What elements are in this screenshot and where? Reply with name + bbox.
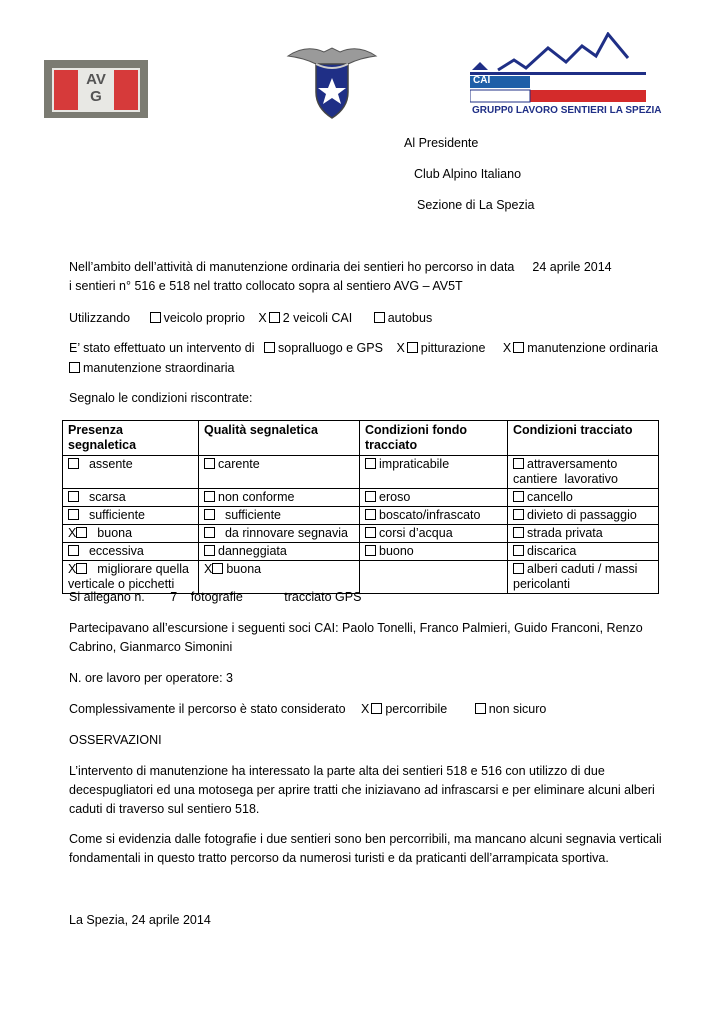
table-checkbox[interactable] [513,509,524,520]
table-row [63,456,659,489]
table-header-row [63,421,659,456]
table-cell [199,543,360,561]
table-cell [508,543,659,561]
intro-line-1 [69,259,612,275]
table-cell-label: non conforme [218,490,295,504]
table-cell-label: eroso [379,490,411,504]
intro-line-2: i sentieri n° 516 e 518 nel tratto collocato sopra al sentiero AVG – AV5T [69,279,463,293]
table-checkbox[interactable] [513,563,524,574]
place-date: La Spezia, 24 aprile 2014 [69,913,211,927]
table-cell-label: strada privata [527,526,603,540]
recipient-line-1: Al Presidente [404,136,479,150]
avg-logo-text-bottom: G [90,88,102,105]
table-cell-label: buona [226,562,262,576]
checkbox-non-sicuro[interactable] [475,703,486,714]
table-checkbox[interactable] [365,491,376,502]
table-checkbox[interactable] [204,545,215,556]
table-checkbox[interactable] [204,527,215,538]
conditions-table [62,420,659,594]
table-checkbox[interactable] [68,491,79,502]
intervention-option-label: manutenzione ordinaria [527,341,658,355]
table-cell-label: carente [218,457,260,471]
table-checkbox[interactable] [76,563,87,574]
table-cell [63,525,199,543]
table-checkbox[interactable] [513,545,524,556]
table-checkbox[interactable] [68,545,79,556]
table-cell-label: scarsa [82,490,126,504]
vehicles-row [69,310,432,326]
checkbox-autobus[interactable] [374,312,385,323]
attachments-label: Si allegano n. [69,590,145,604]
table-checkbox[interactable] [76,527,87,538]
assessment-row [69,701,546,717]
table-cell-label: divieto di passaggio [527,508,637,522]
participants-line-2: Cabrino, Gianmarco Simonini [69,640,233,654]
table-cell-label: migliorare quella verticale o picchetti [68,562,193,591]
table-row [63,543,659,561]
checkbox-veicolo-proprio[interactable] [150,312,161,323]
table-cell [199,525,360,543]
group-label: GRUPP0 LAVORO SENTIERI LA SPEZIA [472,105,662,116]
intervention-option-label: pitturazione [420,341,486,355]
checkbox-manutenzione-ordinaria[interactable] [513,342,524,353]
table-cell-label: assente [82,457,133,471]
table-checkbox[interactable] [365,458,376,469]
check-mark: X [68,562,77,576]
check-mark: X [204,562,213,576]
table-cell-label: discarica [527,544,577,558]
attachments-row [69,589,361,605]
table-checkbox[interactable] [212,563,223,574]
observations-heading: OSSERVAZIONI [69,733,162,747]
table-cell-label: attraversamento cantiere lavorativo [513,457,621,486]
table-checkbox[interactable] [513,458,524,469]
table-cell [508,561,659,594]
intervention-option-label: manutenzione straordinaria [83,361,235,375]
assessment-label: Complessivamente il percorso è stato considerato [69,702,346,716]
table-cell-label: eccessiva [82,544,144,558]
table-cell-label: da rinnovare segnavia [218,526,348,540]
check-mark: X [396,341,405,355]
table-cell-label: sufficiente [82,508,146,522]
table-cell-label: cancello [527,490,573,504]
check-mark: X [258,311,267,325]
assessment-option-label: non sicuro [488,702,547,716]
attachments-photos: fotografie [190,590,243,604]
table-cell-label: buona [90,526,133,540]
table-cell [360,543,508,561]
table-cell [63,507,199,525]
table-cell-label: alberi caduti / massi pericolanti [513,562,641,591]
table-checkbox[interactable] [68,458,79,469]
table-checkbox[interactable] [365,545,376,556]
checkbox-veicoli-cai[interactable] [269,312,280,323]
recipient-line-3: Sezione di La Spezia [417,198,535,212]
intervention-row [69,340,658,356]
table-row [63,525,659,543]
recipient-line-2: Club Alpino Italiano [414,167,522,181]
table-cell [360,456,508,489]
table-header-cell: Qualità segnaletica [199,421,360,456]
checkbox-pitturazione[interactable] [407,342,418,353]
table-header-cell: Condizioni fondo tracciato [360,421,508,456]
table-row [63,507,659,525]
table-cell [199,456,360,489]
table-cell-label: buono [379,544,414,558]
observations-p2-line: fondamentali in questo tratto percorso da numerosi turisti e da praticanti dell’arrampicata sportiva. [69,851,609,865]
vehicles-label: Utilizzando [69,311,131,325]
observations-p1-line: L’intervento di manutenzione ha interessato la parte alta dei sentieri 518 e 516 con utilizzo di due [69,764,605,778]
vehicle-option-label: 2 veicoli CAI [282,311,353,325]
cai-label: CAI [473,75,491,86]
participants-line-1: Partecipavano all’escursione i seguenti soci CAI: Paolo Tonelli, Franco Palmieri, Guido Franconi, Renzo [69,621,643,635]
table-cell [63,489,199,507]
table-cell-label: impraticabile [379,457,450,471]
table-checkbox[interactable] [204,491,215,502]
vehicle-option-label: veicolo proprio [163,311,245,325]
checkbox-manutenzione-straordinaria[interactable] [69,362,80,373]
checkbox-sopralluogo[interactable] [264,342,275,353]
table-cell [199,489,360,507]
intervention-option-label: sopralluogo e GPS [278,341,383,355]
intro-text: Nell’ambito dell’attività di manutenzione ordinaria dei sentieri ho percorso in data [69,260,515,274]
table-cell [360,561,508,594]
table-row [63,489,659,507]
check-mark: X [502,341,512,355]
table-cell [63,456,199,489]
intro-date: 24 aprile 2014 [532,260,612,274]
table-cell [360,489,508,507]
table-cell-label: corsi d’acqua [379,526,453,540]
avg-logo [44,60,148,118]
avg-logo-text-top: AV [86,71,106,88]
table-checkbox[interactable] [68,509,79,520]
assessment-option-label: percorribile [385,702,448,716]
table-checkbox[interactable] [204,458,215,469]
table-checkbox[interactable] [513,527,524,538]
cai-eagle-logo [286,42,378,120]
table-checkbox[interactable] [365,509,376,520]
observations-p2-line: Come si evidenzia dalle fotografie i due sentieri sono ben percorribili, ma mancano alcuni segnavia verticali [69,832,662,846]
observations-p1-line: decespugliatori ed una motosega per aprire tratti che iniziavano ad infrascarsi e per eliminare alcuni alberi [69,783,655,797]
observations-p1-line: caduti di traverso sul sentiero 518. [69,802,260,816]
intervention-label: E’ stato effettuato un intervento di [69,341,255,355]
table-checkbox[interactable] [513,491,524,502]
conditions-intro: Segnalo le condizioni riscontrate: [69,391,253,405]
attachments-count: 7 [170,590,178,604]
vehicle-option-label: autobus [387,311,433,325]
table-cell [63,543,199,561]
check-mark: X [68,526,77,540]
table-checkbox[interactable] [365,527,376,538]
table-cell [360,525,508,543]
table-cell [199,507,360,525]
table-cell-label: boscato/infrascato [379,508,481,522]
table-cell [508,525,659,543]
check-mark: X [361,702,370,716]
intervention-row-2 [69,360,234,376]
table-checkbox[interactable] [204,509,215,520]
table-header-cell: Presenza segnaletica [63,421,199,456]
table-cell [508,489,659,507]
attachments-gps: tracciato GPS [284,590,362,604]
table-cell [360,507,508,525]
table-cell [508,507,659,525]
table-cell [508,456,659,489]
table-cell-label: danneggiata [218,544,287,558]
table-header-cell: Condizioni tracciato [508,421,659,456]
table-cell-label: sufficiente [218,508,282,522]
hours-line: N. ore lavoro per operatore: 3 [69,671,233,685]
checkbox-percorribile[interactable] [371,703,382,714]
